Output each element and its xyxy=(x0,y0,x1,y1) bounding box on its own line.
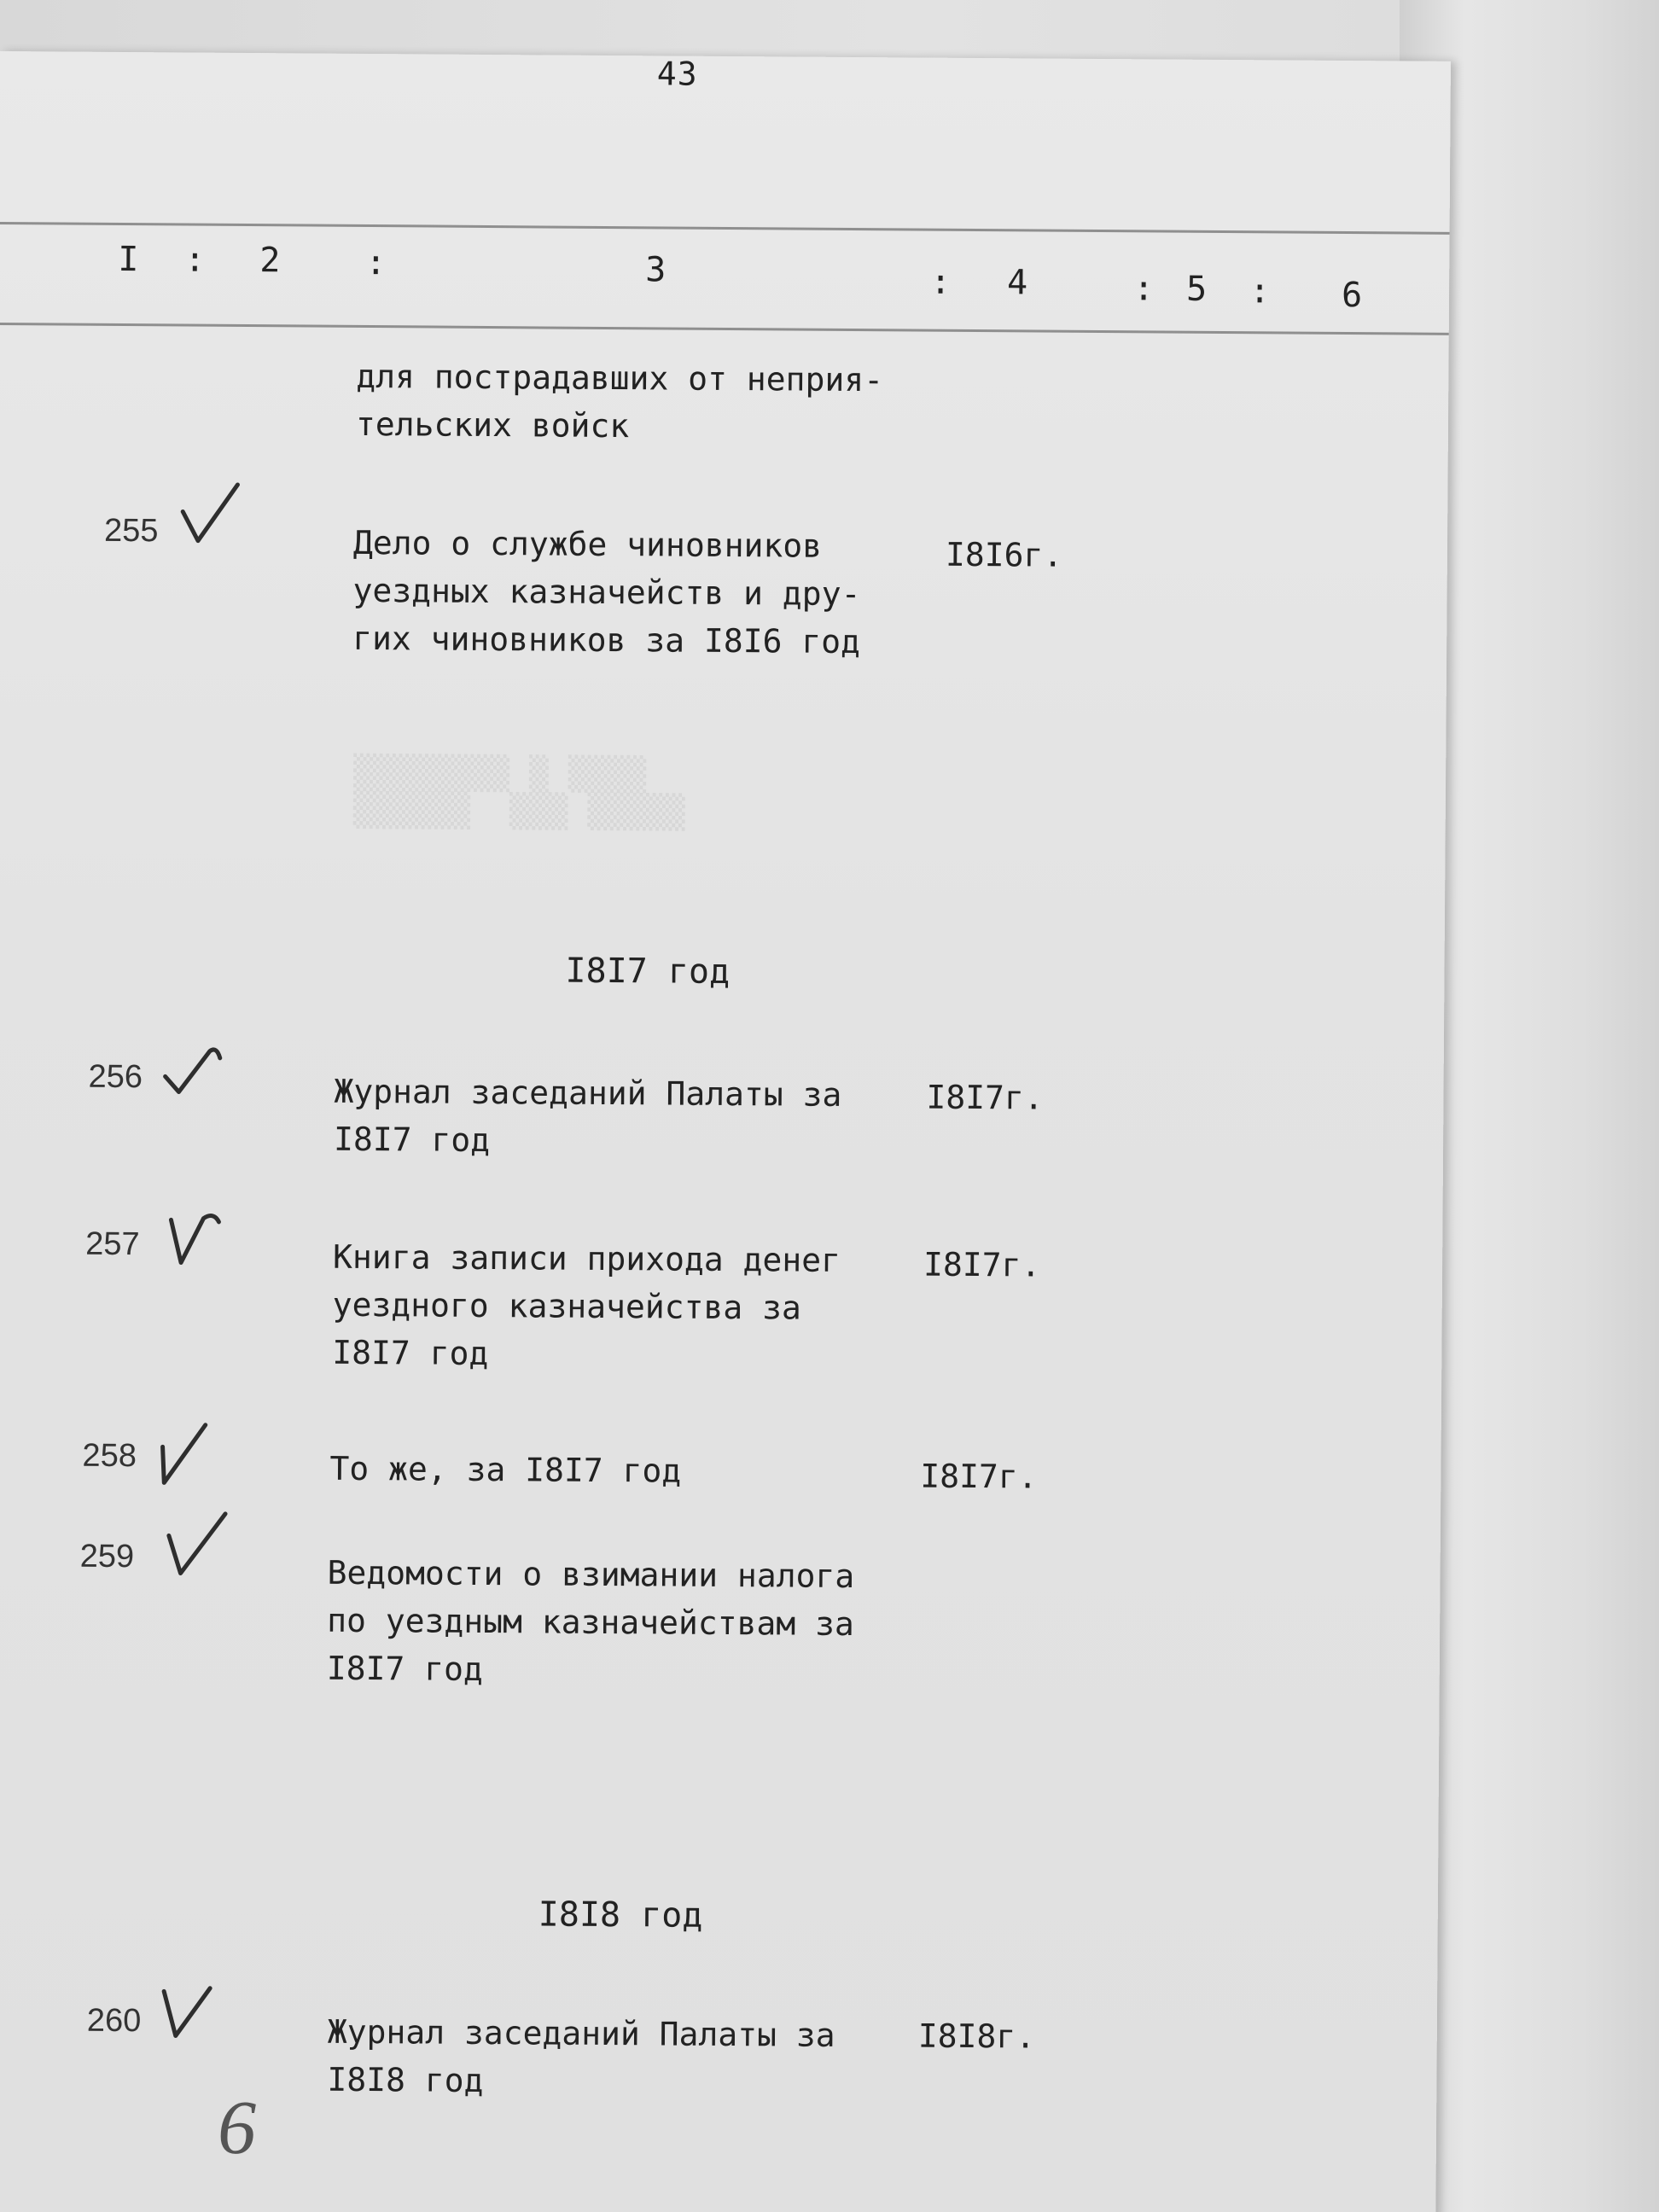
entry-number: 257 xyxy=(85,1225,140,1263)
checkmark-icon xyxy=(160,1510,230,1579)
entry-description: Книга записи прихода денег уездного казначейства за I8I7 год xyxy=(332,1237,841,1373)
checkmark-icon xyxy=(150,1417,219,1487)
column-header-1: I xyxy=(118,239,139,280)
entry-number: 256 xyxy=(88,1058,143,1096)
column-separator: : xyxy=(1132,269,1155,309)
entry-description: Дело о службе чиновников уездных казначейств и дру- гих чиновников за I8I6 год xyxy=(352,523,861,661)
column-header-5: 5 xyxy=(1185,269,1208,309)
entry-description: То же, за I8I7 год xyxy=(329,1449,682,1490)
header-top-rule xyxy=(0,222,1450,235)
entry-description: Журнал заседаний Палаты за I8I7 год xyxy=(333,1072,842,1160)
year-heading: I8I8 год xyxy=(538,1895,703,1936)
entry-date: I8I7г. xyxy=(920,1457,1038,1496)
column-header-2: 2 xyxy=(259,241,281,281)
entry-number: 259 xyxy=(79,1538,135,1575)
archive-inventory-page xyxy=(0,51,1451,2212)
show-through-text: ▒▒▒▒▒▒▒▒ ▒ ▒▒▒▒ ▒▒▒▒▒▒ ▒▒▒ ▒▒▒▒▒ xyxy=(352,753,685,831)
entry-date: I8I8г. xyxy=(917,2017,1036,2056)
entry-description: Ведомости о взимании налога по уездным казначействам за I8I7 год xyxy=(326,1553,855,1688)
column-header-4: 4 xyxy=(1006,263,1028,303)
column-header-3: 3 xyxy=(645,250,667,290)
checkmark-icon xyxy=(160,1033,229,1103)
continuation-text: для пострадавших от неприя- тельских войск xyxy=(355,357,884,445)
column-separator: : xyxy=(929,262,952,302)
entry-date: I8I6г. xyxy=(945,535,1063,574)
pencil-annotation: 6 xyxy=(217,2085,257,2171)
header-bottom-rule xyxy=(0,323,1449,335)
entry-number: 258 xyxy=(82,1437,137,1475)
column-separator: : xyxy=(365,242,387,283)
entry-number: 260 xyxy=(86,2002,142,2040)
year-heading: I8I7 год xyxy=(565,951,731,992)
checkmark-icon xyxy=(162,1202,231,1272)
page-number: 43 xyxy=(656,55,698,93)
entry-date: I8I7г. xyxy=(923,1245,1041,1284)
column-separator: : xyxy=(184,240,206,280)
entry-description: Журнал заседаний Палаты за I8I8 год xyxy=(327,2012,835,2100)
checkmark-icon xyxy=(157,1982,226,2052)
column-separator: : xyxy=(1249,271,1271,311)
entry-number: 255 xyxy=(103,512,159,550)
entry-date: I8I7г. xyxy=(926,1078,1044,1117)
checkmark-icon xyxy=(176,479,245,548)
column-header-6: 6 xyxy=(1341,275,1363,316)
